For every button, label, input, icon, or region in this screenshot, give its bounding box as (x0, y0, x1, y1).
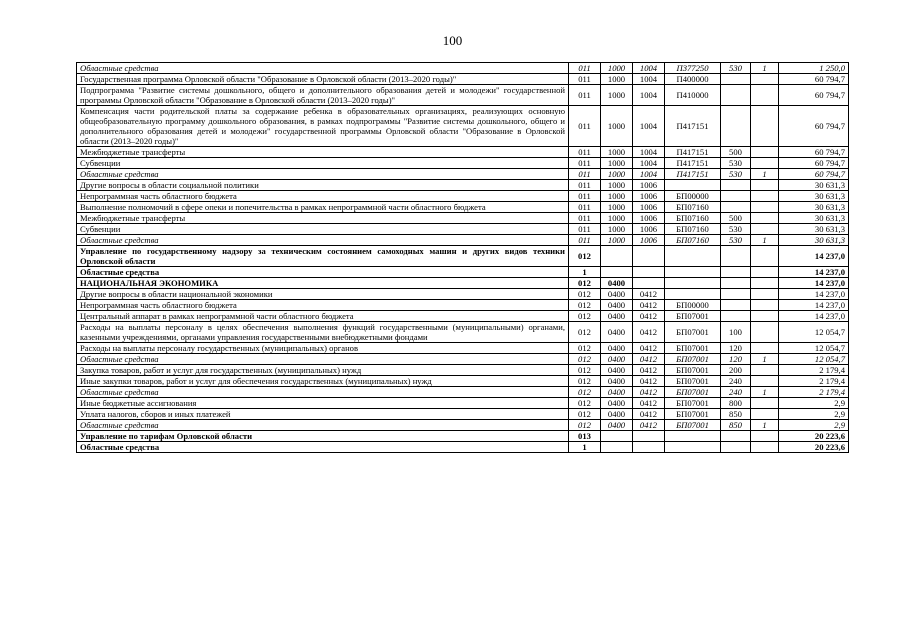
expense-type-cell: 530 (721, 63, 751, 74)
section-code-cell: 0400 (601, 409, 633, 420)
expense-type-cell (721, 85, 751, 106)
expense-type-cell (721, 74, 751, 85)
row-name-cell: Субвенции (77, 224, 569, 235)
section-code-cell: 0400 (601, 300, 633, 311)
subsection-code-cell (633, 246, 665, 267)
section-code-cell: 1000 (601, 106, 633, 147)
target-article-cell: БП07001 (665, 409, 721, 420)
expense-type-cell: 500 (721, 147, 751, 158)
subsection-code-cell (633, 278, 665, 289)
expense-type-cell: 850 (721, 409, 751, 420)
section-code-cell: 0400 (601, 322, 633, 343)
expense-type-cell: 530 (721, 158, 751, 169)
section-code-cell: 1000 (601, 202, 633, 213)
funding-source-cell (751, 191, 779, 202)
table-row (77, 235, 849, 246)
amount-cell: 2,9 (779, 420, 849, 431)
row-name-cell: Другие вопросы в области социальной политики (77, 180, 569, 191)
amount-cell: 1 250,0 (779, 63, 849, 74)
section-code-cell: 1000 (601, 169, 633, 180)
target-article-cell (665, 180, 721, 191)
amount-cell: 12 054,7 (779, 322, 849, 343)
subsection-code-cell: 1004 (633, 106, 665, 147)
funding-source-cell: 1 (751, 169, 779, 180)
ministry-code-cell: 011 (569, 158, 601, 169)
ministry-code-cell: 011 (569, 147, 601, 158)
amount-cell: 60 794,7 (779, 147, 849, 158)
funding-source-cell (751, 311, 779, 322)
row-name-cell: Субвенции (77, 158, 569, 169)
target-article-cell: БП07001 (665, 365, 721, 376)
ministry-code-cell: 1 (569, 267, 601, 278)
subsection-code-cell: 1006 (633, 191, 665, 202)
subsection-code-cell: 1006 (633, 213, 665, 224)
amount-cell: 14 237,0 (779, 267, 849, 278)
expense-type-cell (721, 289, 751, 300)
ministry-code-cell: 011 (569, 202, 601, 213)
budget-table (76, 62, 849, 453)
subsection-code-cell (633, 431, 665, 442)
row-name-cell: Управление по тарифам Орловской области (77, 431, 569, 442)
ministry-code-cell: 012 (569, 300, 601, 311)
ministry-code-cell: 012 (569, 420, 601, 431)
section-code-cell: 0400 (601, 278, 633, 289)
expense-type-cell: 200 (721, 365, 751, 376)
ministry-code-cell: 011 (569, 235, 601, 246)
subsection-code-cell: 1006 (633, 224, 665, 235)
subsection-code-cell: 0412 (633, 311, 665, 322)
section-code-cell: 1000 (601, 191, 633, 202)
ministry-code-cell: 012 (569, 354, 601, 365)
amount-cell: 14 237,0 (779, 278, 849, 289)
funding-source-cell (751, 322, 779, 343)
target-article-cell: БП00000 (665, 191, 721, 202)
table-row (77, 322, 849, 343)
row-name-cell: Центральный аппарат в рамках непрограммной части областного бюджета (77, 311, 569, 322)
row-name-cell: Компенсация части родительской платы за содержание ребенка в образовательных организациях, реализующих основную общеобразовательную программу дошкольного образования, в рамках подпрограммы "Развитие системы дошкольного, общего и дополнительного образования детей и молодежи" государственной программы Орловской области "Образование в Орловской области (2013–2020 годы)" (77, 106, 569, 147)
ministry-code-cell: 012 (569, 398, 601, 409)
table-row (77, 311, 849, 322)
target-article-cell (665, 442, 721, 453)
amount-cell: 30 631,3 (779, 191, 849, 202)
budget-table-body (77, 63, 849, 453)
target-article-cell: БП07160 (665, 213, 721, 224)
amount-cell: 30 631,3 (779, 202, 849, 213)
table-row (77, 224, 849, 235)
target-article-cell: П417151 (665, 169, 721, 180)
expense-type-cell: 530 (721, 169, 751, 180)
section-code-cell: 1000 (601, 147, 633, 158)
section-code-cell (601, 267, 633, 278)
expense-type-cell: 100 (721, 322, 751, 343)
table-row (77, 63, 849, 74)
expense-type-cell (721, 191, 751, 202)
subsection-code-cell: 0412 (633, 300, 665, 311)
amount-cell: 14 237,0 (779, 311, 849, 322)
subsection-code-cell: 0412 (633, 376, 665, 387)
ministry-code-cell: 012 (569, 278, 601, 289)
section-code-cell (601, 246, 633, 267)
section-code-cell: 0400 (601, 365, 633, 376)
section-code-cell: 1000 (601, 224, 633, 235)
section-code-cell (601, 442, 633, 453)
expense-type-cell: 500 (721, 213, 751, 224)
subsection-code-cell: 1006 (633, 235, 665, 246)
expense-type-cell (721, 267, 751, 278)
row-name-cell: Подпрограмма "Развитие системы дошкольного, общего и дополнительного образования детей и молодежи" государственной программы Орловской области "Образование в Орловской области (2013–2020 годы)" (77, 85, 569, 106)
section-code-cell: 1000 (601, 74, 633, 85)
subsection-code-cell: 0412 (633, 343, 665, 354)
section-code-cell: 0400 (601, 387, 633, 398)
amount-cell: 60 794,7 (779, 158, 849, 169)
target-article-cell: БП07160 (665, 235, 721, 246)
target-article-cell: П410000 (665, 85, 721, 106)
target-article-cell: БП07001 (665, 398, 721, 409)
funding-source-cell: 1 (751, 420, 779, 431)
row-name-cell: Непрограммная часть областного бюджета (77, 191, 569, 202)
amount-cell: 30 631,3 (779, 224, 849, 235)
funding-source-cell (751, 431, 779, 442)
ministry-code-cell: 012 (569, 343, 601, 354)
table-row (77, 246, 849, 267)
target-article-cell: БП07001 (665, 420, 721, 431)
subsection-code-cell: 1004 (633, 74, 665, 85)
table-row (77, 343, 849, 354)
table-row (77, 409, 849, 420)
ministry-code-cell: 012 (569, 376, 601, 387)
row-name-cell: Непрограммная часть областного бюджета (77, 300, 569, 311)
row-name-cell: Областные средства (77, 354, 569, 365)
funding-source-cell (751, 442, 779, 453)
row-name-cell: Областные средства (77, 235, 569, 246)
expense-type-cell (721, 311, 751, 322)
ministry-code-cell: 012 (569, 409, 601, 420)
ministry-code-cell: 011 (569, 191, 601, 202)
subsection-code-cell: 1006 (633, 180, 665, 191)
section-code-cell (601, 431, 633, 442)
funding-source-cell (751, 278, 779, 289)
target-article-cell: БП00000 (665, 300, 721, 311)
expense-type-cell: 240 (721, 387, 751, 398)
page-number: 100 (442, 33, 463, 48)
subsection-code-cell (633, 442, 665, 453)
table-row (77, 387, 849, 398)
amount-cell: 20 223,6 (779, 431, 849, 442)
expense-type-cell (721, 246, 751, 267)
ministry-code-cell: 012 (569, 289, 601, 300)
target-article-cell: БП07160 (665, 224, 721, 235)
expense-type-cell (721, 278, 751, 289)
table-row (77, 365, 849, 376)
funding-source-cell (751, 224, 779, 235)
subsection-code-cell: 1004 (633, 147, 665, 158)
expense-type-cell: 850 (721, 420, 751, 431)
row-name-cell: Межбюджетные трансферты (77, 147, 569, 158)
funding-source-cell (751, 365, 779, 376)
ministry-code-cell: 012 (569, 322, 601, 343)
funding-source-cell (751, 289, 779, 300)
amount-cell: 20 223,6 (779, 442, 849, 453)
ministry-code-cell: 011 (569, 63, 601, 74)
table-row (77, 376, 849, 387)
funding-source-cell: 1 (751, 63, 779, 74)
subsection-code-cell: 1004 (633, 169, 665, 180)
table-row (77, 213, 849, 224)
subsection-code-cell: 0412 (633, 365, 665, 376)
row-name-cell: Областные средства (77, 420, 569, 431)
subsection-code-cell (633, 267, 665, 278)
section-code-cell: 0400 (601, 398, 633, 409)
amount-cell: 12 054,7 (779, 343, 849, 354)
funding-source-cell (751, 398, 779, 409)
section-code-cell: 0400 (601, 420, 633, 431)
ministry-code-cell: 011 (569, 213, 601, 224)
funding-source-cell (751, 409, 779, 420)
row-name-cell: Иные закупки товаров, работ и услуг для обеспечения государственных (муниципальных) нужд (77, 376, 569, 387)
table-row (77, 300, 849, 311)
subsection-code-cell: 0412 (633, 322, 665, 343)
section-code-cell: 0400 (601, 311, 633, 322)
expense-type-cell: 530 (721, 224, 751, 235)
expense-type-cell (721, 431, 751, 442)
funding-source-cell (751, 300, 779, 311)
expense-type-cell: 800 (721, 398, 751, 409)
section-code-cell: 1000 (601, 180, 633, 191)
subsection-code-cell: 1004 (633, 63, 665, 74)
expense-type-cell: 120 (721, 354, 751, 365)
expense-type-cell: 240 (721, 376, 751, 387)
amount-cell: 2 179,4 (779, 376, 849, 387)
ministry-code-cell: 1 (569, 442, 601, 453)
amount-cell: 60 794,7 (779, 106, 849, 147)
subsection-code-cell: 0412 (633, 420, 665, 431)
target-article-cell: П417151 (665, 158, 721, 169)
table-row (77, 289, 849, 300)
table-row (77, 85, 849, 106)
subsection-code-cell: 1004 (633, 158, 665, 169)
table-row (77, 431, 849, 442)
table-row (77, 180, 849, 191)
table-row (77, 106, 849, 147)
funding-source-cell (751, 376, 779, 387)
table-row (77, 398, 849, 409)
target-article-cell (665, 278, 721, 289)
subsection-code-cell: 0412 (633, 409, 665, 420)
ministry-code-cell: 011 (569, 224, 601, 235)
row-name-cell: Областные средства (77, 442, 569, 453)
ministry-code-cell: 011 (569, 180, 601, 191)
table-row (77, 169, 849, 180)
row-name-cell: Иные бюджетные ассигнования (77, 398, 569, 409)
row-name-cell: Государственная программа Орловской области "Образование в Орловской области (2013–2020 годы)" (77, 74, 569, 85)
funding-source-cell (751, 147, 779, 158)
row-name-cell: Управление по государственному надзору за техническим состоянием самоходных машин и других видов техники Орловской области (77, 246, 569, 267)
amount-cell: 2 179,4 (779, 365, 849, 376)
row-name-cell: Межбюджетные трансферты (77, 213, 569, 224)
table-row (77, 442, 849, 453)
expense-type-cell: 120 (721, 343, 751, 354)
amount-cell: 30 631,3 (779, 180, 849, 191)
row-name-cell: Областные средства (77, 63, 569, 74)
target-article-cell (665, 289, 721, 300)
funding-source-cell (751, 85, 779, 106)
section-code-cell: 1000 (601, 63, 633, 74)
expense-type-cell (721, 106, 751, 147)
amount-cell: 14 237,0 (779, 246, 849, 267)
row-name-cell: Уплата налогов, сборов и иных платежей (77, 409, 569, 420)
subsection-code-cell: 0412 (633, 387, 665, 398)
ministry-code-cell: 011 (569, 169, 601, 180)
section-code-cell: 0400 (601, 354, 633, 365)
row-name-cell: Областные средства (77, 267, 569, 278)
ministry-code-cell: 012 (569, 311, 601, 322)
target-article-cell: П417151 (665, 106, 721, 147)
subsection-code-cell: 1006 (633, 202, 665, 213)
subsection-code-cell: 1004 (633, 85, 665, 106)
funding-source-cell (751, 106, 779, 147)
target-article-cell: БП07001 (665, 311, 721, 322)
target-article-cell: П377250 (665, 63, 721, 74)
table-row (77, 158, 849, 169)
table-row (77, 191, 849, 202)
table-row (77, 354, 849, 365)
amount-cell: 2 179,4 (779, 387, 849, 398)
table-row (77, 74, 849, 85)
expense-type-cell (721, 300, 751, 311)
section-code-cell: 1000 (601, 158, 633, 169)
section-code-cell: 1000 (601, 85, 633, 106)
subsection-code-cell: 0412 (633, 354, 665, 365)
amount-cell: 30 631,3 (779, 213, 849, 224)
ministry-code-cell: 011 (569, 74, 601, 85)
row-name-cell: Другие вопросы в области национальной экономики (77, 289, 569, 300)
target-article-cell (665, 431, 721, 442)
amount-cell: 60 794,7 (779, 85, 849, 106)
section-code-cell: 0400 (601, 289, 633, 300)
row-name-cell: Расходы на выплаты персоналу государственных (муниципальных) органов (77, 343, 569, 354)
expense-type-cell (721, 202, 751, 213)
amount-cell: 30 631,3 (779, 235, 849, 246)
section-code-cell: 1000 (601, 213, 633, 224)
funding-source-cell (751, 202, 779, 213)
amount-cell: 60 794,7 (779, 169, 849, 180)
expense-type-cell (721, 442, 751, 453)
row-name-cell: Выполнение полномочий в сфере опеки и попечительства в рамках непрограммной части областного бюджета (77, 202, 569, 213)
amount-cell: 14 237,0 (779, 289, 849, 300)
ministry-code-cell: 012 (569, 246, 601, 267)
amount-cell: 12 054,7 (779, 354, 849, 365)
funding-source-cell (751, 213, 779, 224)
ministry-code-cell: 013 (569, 431, 601, 442)
funding-source-cell: 1 (751, 354, 779, 365)
amount-cell: 14 237,0 (779, 300, 849, 311)
row-name-cell: Расходы на выплаты персоналу в целях обеспечения выполнения функций государственными (муниципальными) органами, казенными учреждениями, органами управления государственными внебюджетными фондами (77, 322, 569, 343)
target-article-cell: П417151 (665, 147, 721, 158)
target-article-cell: П400000 (665, 74, 721, 85)
row-name-cell: НАЦИОНАЛЬНАЯ ЭКОНОМИКА (77, 278, 569, 289)
target-article-cell: БП07001 (665, 343, 721, 354)
ministry-code-cell: 011 (569, 106, 601, 147)
target-article-cell: БП07001 (665, 376, 721, 387)
target-article-cell: БП07001 (665, 322, 721, 343)
funding-source-cell: 1 (751, 387, 779, 398)
row-name-cell: Закупка товаров, работ и услуг для государственных (муниципальных) нужд (77, 365, 569, 376)
row-name-cell: Областные средства (77, 169, 569, 180)
ministry-code-cell: 012 (569, 387, 601, 398)
target-article-cell (665, 267, 721, 278)
table-row (77, 420, 849, 431)
target-article-cell: БП07001 (665, 354, 721, 365)
subsection-code-cell: 0412 (633, 398, 665, 409)
funding-source-cell: 1 (751, 235, 779, 246)
ministry-code-cell: 012 (569, 365, 601, 376)
amount-cell: 2,9 (779, 398, 849, 409)
amount-cell: 60 794,7 (779, 74, 849, 85)
table-row (77, 202, 849, 213)
amount-cell: 2,9 (779, 409, 849, 420)
section-code-cell: 0400 (601, 343, 633, 354)
section-code-cell: 1000 (601, 235, 633, 246)
funding-source-cell (751, 267, 779, 278)
funding-source-cell (751, 246, 779, 267)
target-article-cell: БП07001 (665, 387, 721, 398)
target-article-cell: БП07160 (665, 202, 721, 213)
funding-source-cell (751, 74, 779, 85)
funding-source-cell (751, 158, 779, 169)
section-code-cell: 0400 (601, 376, 633, 387)
table-row (77, 267, 849, 278)
target-article-cell (665, 246, 721, 267)
expense-type-cell (721, 180, 751, 191)
table-row (77, 147, 849, 158)
subsection-code-cell: 0412 (633, 289, 665, 300)
ministry-code-cell: 011 (569, 85, 601, 106)
funding-source-cell (751, 343, 779, 354)
funding-source-cell (751, 180, 779, 191)
row-name-cell: Областные средства (77, 387, 569, 398)
expense-type-cell: 530 (721, 235, 751, 246)
table-row (77, 278, 849, 289)
